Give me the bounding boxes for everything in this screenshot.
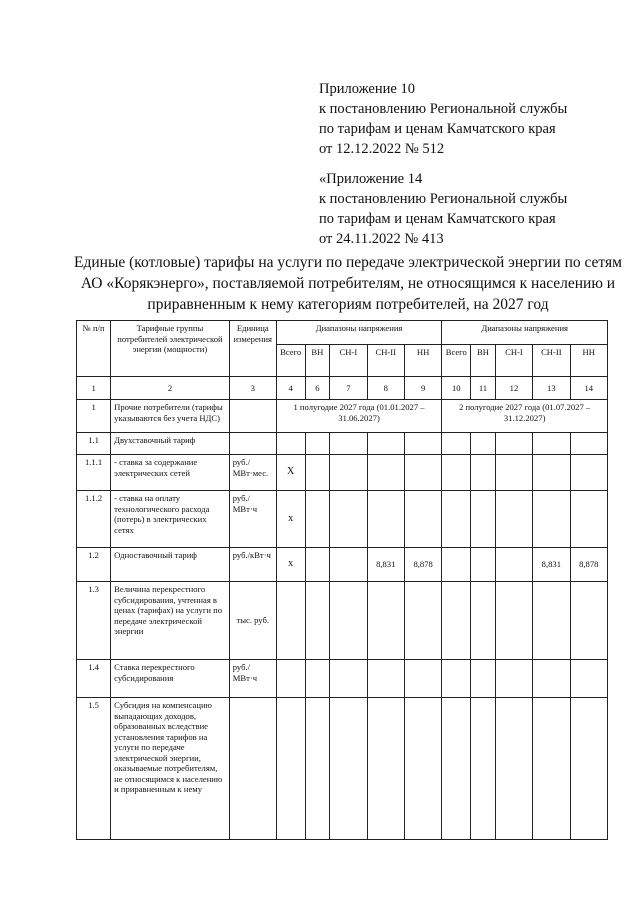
subheader-nn: НН — [570, 345, 607, 377]
column-number: 11 — [471, 377, 496, 400]
subheader-sn2: СН-II — [367, 345, 404, 377]
title-line: АО «Корякэнерго», поставляемой потребителям, не относящимся к населению и — [80, 275, 616, 292]
header-num: № п/п — [77, 321, 111, 377]
table-row — [77, 582, 608, 660]
row-unit: тыс. руб. — [229, 582, 276, 660]
subheader-nn: НН — [404, 345, 441, 377]
table-row — [77, 698, 608, 840]
subheader-sn2: СН-II — [533, 345, 570, 377]
cell-total-marker: х — [276, 491, 305, 548]
subheader-sn1: СН-I — [330, 345, 367, 377]
row-num: 1.4 — [77, 660, 111, 698]
appendix-header — [319, 79, 567, 159]
row-name: - ставка на оплату технологического расхода (потерь) в электрических сетях — [111, 491, 230, 548]
header-row — [77, 321, 608, 345]
table-row — [77, 660, 608, 698]
section-row — [77, 400, 608, 433]
column-number: 3 — [229, 377, 276, 400]
row-name: Субсидия на компенсацию выпадающих доходов, образованных вследствие установления тарифов на услуги по передаче электрической энергии, оказываемые потребителям, не относящимся к населению и приравненным к нему — [111, 698, 230, 840]
column-number: 13 — [533, 377, 570, 400]
header-unit: Единица измерения — [229, 321, 276, 377]
row-name: Одноставочный тариф — [111, 548, 230, 582]
appendix-line: от 12.12.2022 № 512 — [319, 141, 445, 157]
column-number: 14 — [570, 377, 607, 400]
row-num: 1.3 — [77, 582, 111, 660]
table-row — [77, 548, 608, 582]
row-num: 1.1.1 — [77, 455, 111, 491]
appendix-line: от 24.11.2022 № 413 — [319, 231, 444, 247]
document-title — [56, 252, 640, 315]
row-num: 1.1 — [77, 433, 111, 455]
table-row — [77, 491, 608, 548]
row-num: 1 — [77, 400, 111, 433]
column-number: 6 — [305, 377, 330, 400]
column-number: 10 — [442, 377, 471, 400]
appendix-line: к постановлению Региональной службы — [319, 101, 568, 117]
half-year-1: 1 полугодие 2027 года (01.01.2027 – 31.06.2027) — [276, 400, 442, 433]
cell-total-marker: Х — [276, 455, 305, 491]
row-unit: руб./МВт·ч — [229, 491, 276, 548]
header-groups: Тарифные группы потребителей электрической энергии (мощности) — [111, 321, 230, 377]
subheader-sn1: СН-I — [495, 345, 532, 377]
column-number: 4 — [276, 377, 305, 400]
row-unit — [229, 400, 276, 433]
table-row — [77, 455, 608, 491]
row-name: Величина перекрестного субсидирования, учтенная в ценах (тарифах) на услуги по передаче электрической энергии — [111, 582, 230, 660]
appendix-line: по тарифам и ценам Камчатского края — [319, 211, 556, 227]
tariff-sn2-h2: 8,831 — [533, 548, 570, 582]
cell-total-marker: х — [276, 548, 305, 582]
appendix-line: «Приложение 14 — [319, 171, 423, 187]
appendix-line: по тарифам и ценам Камчатского края — [319, 121, 556, 137]
subheader-vn: ВН — [471, 345, 496, 377]
row-name: Ставка перекрестного субсидирования — [111, 660, 230, 698]
half-year-2: 2 полугодие 2027 года (01.07.2027 – 31.12.2027) — [442, 400, 608, 433]
column-number: 8 — [367, 377, 404, 400]
tariff-table — [76, 320, 608, 840]
row-name: - ставка за содержание электрических сетей — [111, 455, 230, 491]
title-line: Единые (котловые) тарифы на услуги по передаче электрической энергии по сетям — [74, 254, 622, 271]
column-number: 7 — [330, 377, 367, 400]
header-ranges-h1: Диапазоны напряжения — [276, 321, 442, 345]
column-number: 2 — [111, 377, 230, 400]
row-num: 1.5 — [77, 698, 111, 840]
column-number: 9 — [404, 377, 441, 400]
title-line: приравненным к нему категориям потребителей, на 2027 год — [147, 296, 549, 313]
subheader-total: Всего — [442, 345, 471, 377]
row-num: 1.2 — [77, 548, 111, 582]
tariff-sn2-h1: 8,831 — [367, 548, 404, 582]
appendix-line: к постановлению Региональной службы — [319, 191, 568, 207]
tariff-nn-h2: 8,878 — [570, 548, 607, 582]
row-unit: руб./МВт·мес. — [229, 455, 276, 491]
row-unit: руб./кВт·ч — [229, 548, 276, 582]
row-name: Двухставочный тариф — [111, 433, 230, 455]
original-appendix-header — [319, 169, 567, 249]
row-name: Прочие потребители (тарифы указываются без учета НДС) — [111, 400, 230, 433]
row-num: 1.1.2 — [77, 491, 111, 548]
subheader-total: Всего — [276, 345, 305, 377]
column-number: 12 — [495, 377, 532, 400]
column-number-row — [77, 377, 608, 400]
subheader-vn: ВН — [305, 345, 330, 377]
column-number: 1 — [77, 377, 111, 400]
row-unit: руб./МВт·ч — [229, 660, 276, 698]
appendix-line: Приложение 10 — [319, 81, 415, 97]
tariff-nn-h1: 8,878 — [404, 548, 441, 582]
table-row — [77, 433, 608, 455]
header-ranges-h2: Диапазоны напряжения — [442, 321, 608, 345]
